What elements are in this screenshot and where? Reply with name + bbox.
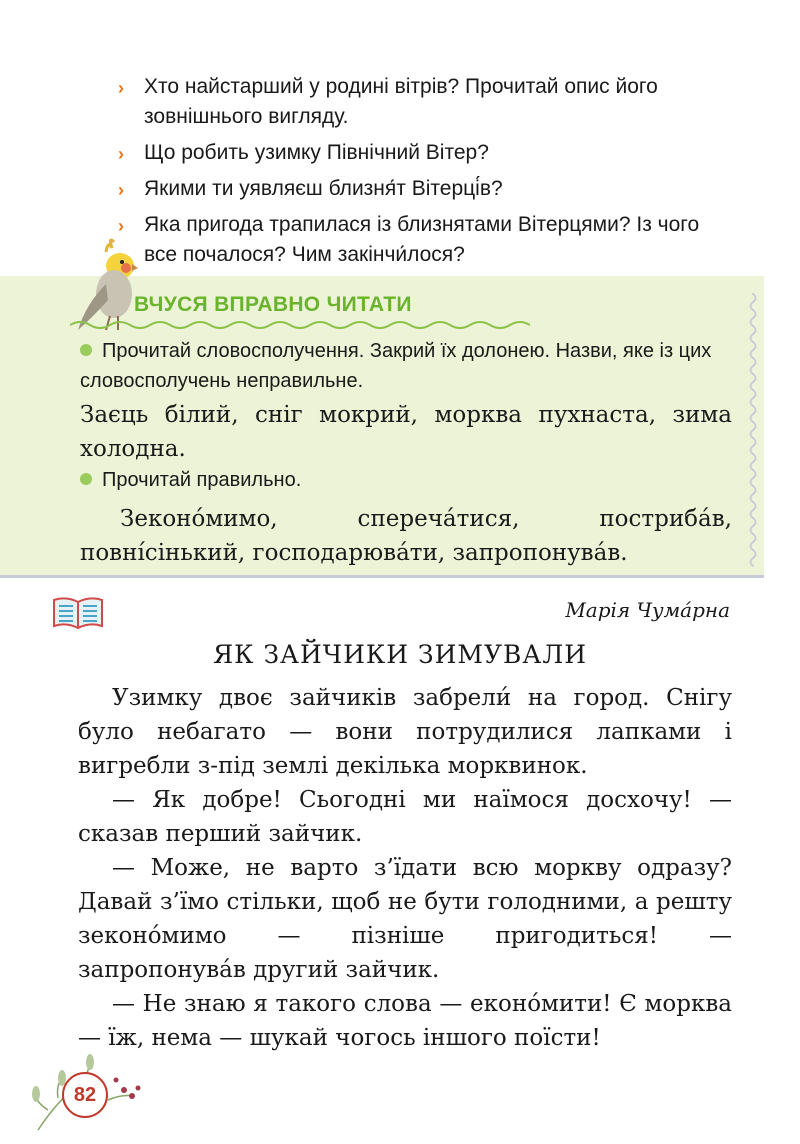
story-paragraph: — Як добре! Сьогодні ми наїмося досхочу! — сказав перший зайчик. <box>78 787 732 847</box>
task-instruction <box>80 336 740 396</box>
question-text: Хто найстарший у родині вітрів? Прочитай опис його зовнішнього вигляду. <box>144 75 658 128</box>
words-text: Зеконо́мимо, сперечáтися, пострибáв, повні́сінький, господарювáти, запропонувáв. <box>80 506 732 566</box>
section-title: ВЧУСЯ ВПРАВНО ЧИТАТИ <box>134 293 412 316</box>
question-text: Що робить узимку Північний Вітер? <box>144 141 489 164</box>
question-item <box>118 174 738 204</box>
chevron-right-icon: › <box>118 216 124 236</box>
bullet-dot-icon <box>80 344 92 356</box>
questions-list <box>118 72 738 276</box>
chevron-right-icon: › <box>118 180 124 200</box>
bullet-dot-icon <box>80 473 92 485</box>
question-item <box>118 72 738 132</box>
question-text: Якими ти уявляєш близня́т Вітерці́в? <box>144 177 503 200</box>
question-item <box>118 210 738 270</box>
story-paragraph: Узимку двоє зайчиків забрели́ на город. Снігу було небагато — вони потрудилися лапками і вигребли з-під землі декілька морквинок. <box>78 685 732 779</box>
chevron-right-icon: › <box>118 78 124 98</box>
story-body <box>78 681 732 1055</box>
question-text: Яка пригода трапилася із близнятами Вітерцями? Із чого все почалося? Чим закінчи́лося? <box>144 213 700 266</box>
wavy-underline <box>70 318 530 332</box>
task-text: Прочитай правильно. <box>102 469 302 491</box>
open-book-icon <box>52 596 104 630</box>
pencil-edge-decoration <box>742 290 764 578</box>
question-item <box>118 138 738 168</box>
phrases-text: Заєць білий, сніг мокрий, морква пухнаста, зима холодна. <box>80 402 732 462</box>
chevron-right-icon: › <box>118 144 124 164</box>
task-text: Прочитай словосполучення. Закрий їх долонею. Назви, яке із цих словосполучень неправильне. <box>80 340 712 392</box>
story-title: ЯК ЗАЙЧИКИ ЗИМУВАЛИ <box>212 640 588 669</box>
task-instruction <box>80 465 740 495</box>
story-paragraph: — Може, не варто з’їдати всю моркву одразу? Давай з’їмо стільки, щоб не бути голодними, а решту зеконо́мимо — пізніше пригодиться! — запропонува́в другий зайчик. <box>78 855 732 983</box>
story-author: Марія Чума́рна <box>565 598 730 622</box>
story-paragraph: — Не знаю я такого слова — еконо́мити! Є морква — їж, нема — шукай чогось іншого поїсти! <box>78 991 732 1051</box>
page-number: 82 <box>62 1072 108 1118</box>
